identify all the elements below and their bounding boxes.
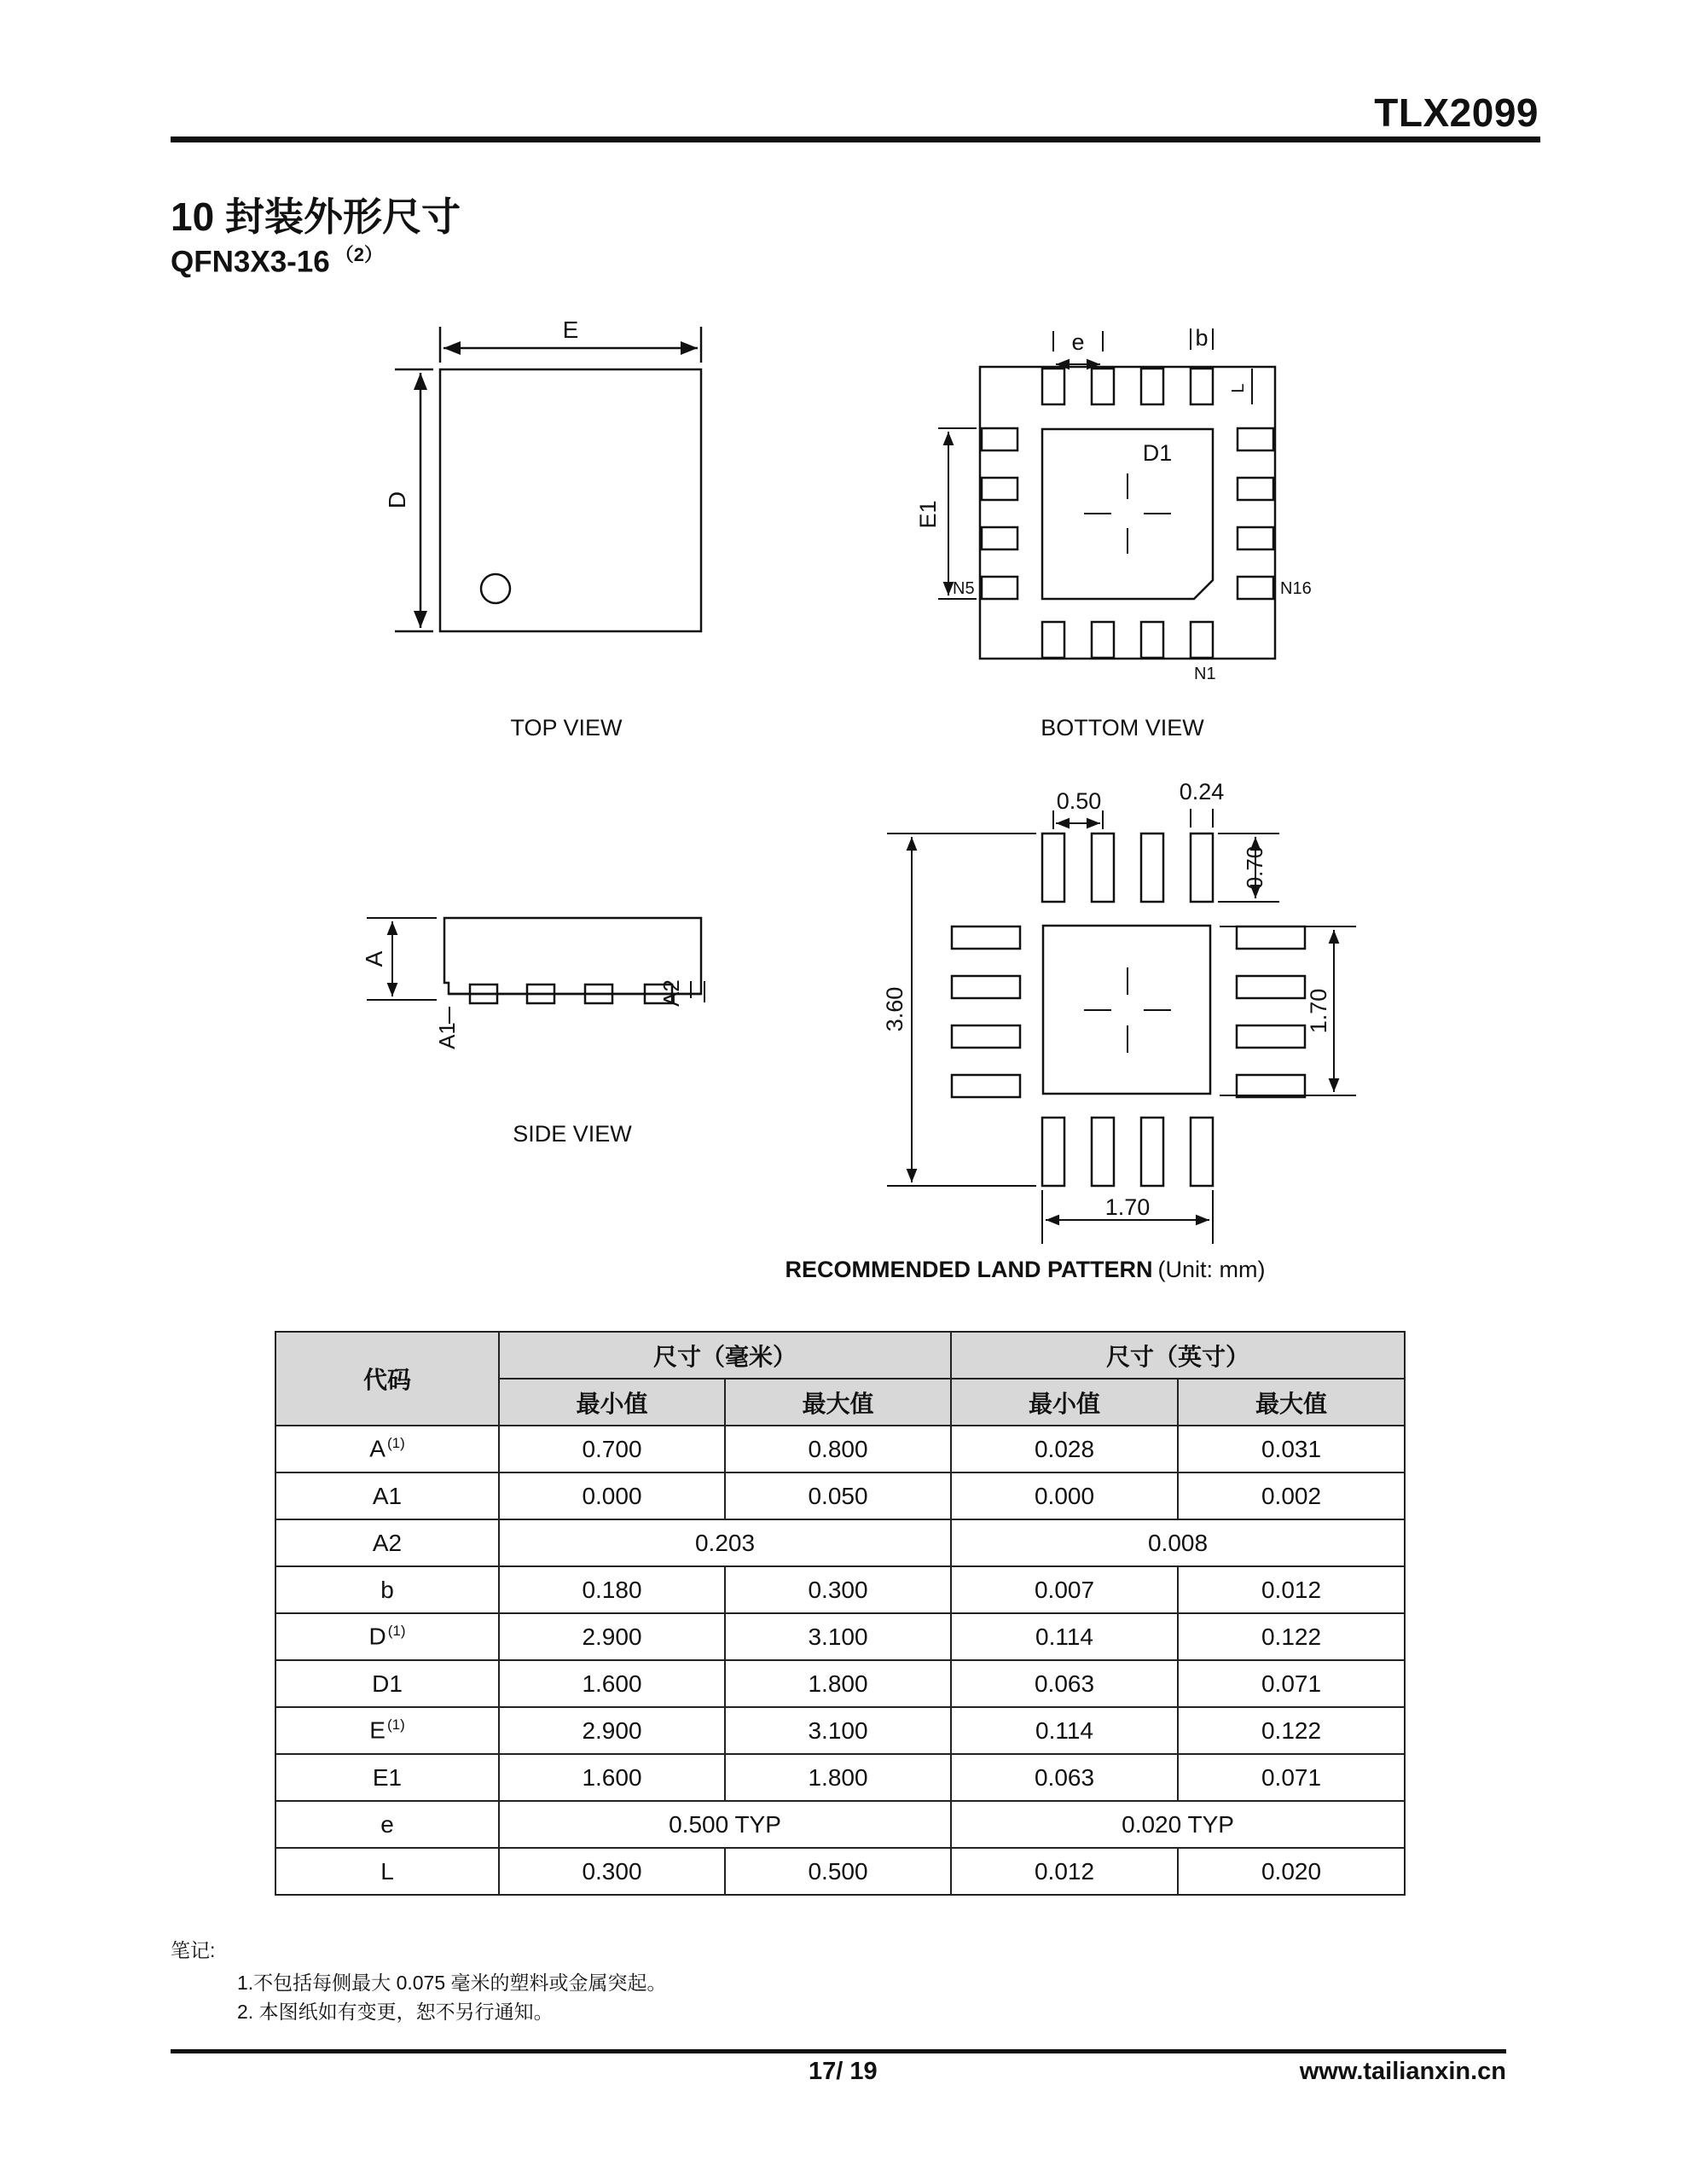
in-max-cell: 0.122 (1178, 1707, 1405, 1754)
mm-max-cell: 0.050 (725, 1472, 951, 1519)
table-row (275, 1566, 1405, 1613)
in-max-cell: 0.002 (1178, 1472, 1405, 1519)
in-min-cell: 0.114 (951, 1613, 1178, 1660)
mm-min-cell: 0.700 (499, 1426, 725, 1472)
land-center-v-label: 1.70 (1306, 988, 1331, 1034)
side-view (367, 918, 704, 1024)
code: D (368, 1623, 386, 1650)
note-item: 1.不包括每侧最大 0.075 毫米的塑料或金属突起。 (237, 1972, 667, 1994)
mm-min-cell: 0.300 (499, 1848, 725, 1895)
dim-b-label: b (1195, 325, 1209, 351)
mm-min-cell: 0.000 (499, 1472, 725, 1519)
in-span-cell: 0.008 (951, 1519, 1405, 1566)
mm-max-cell: 1.800 (725, 1754, 951, 1801)
mm-max-cell: 3.100 (725, 1613, 951, 1660)
in-max-cell: 0.020 (1178, 1848, 1405, 1895)
pin-n16-label: N16 (1280, 579, 1312, 598)
land-pitch-label: 0.50 (1056, 788, 1102, 814)
table-row (275, 1660, 1405, 1707)
note-item: 2. 本图纸如有变更，恕不另行通知。 (237, 2001, 554, 2023)
mm-max-cell: 1.800 (725, 1660, 951, 1707)
bottom-view-label: BOTTOM VIEW (1041, 715, 1204, 741)
mm-max-cell: 0.300 (725, 1566, 951, 1613)
land-pad-width-label: 0.24 (1179, 779, 1225, 804)
land-pad-length-label: 0.70 (1242, 845, 1267, 890)
notes-title: 笔记: (171, 1939, 216, 1961)
col-code-header: 代码 (275, 1332, 499, 1426)
dim-a1-label: A1 (434, 1022, 460, 1049)
table-row (275, 1707, 1405, 1754)
in-max-cell: 0.071 (1178, 1754, 1405, 1801)
in-min-cell: 0.028 (951, 1426, 1178, 1472)
code-cell (275, 1426, 499, 1472)
dim-a2-label: A2 (658, 979, 684, 1007)
in-min-cell: 0.012 (951, 1848, 1178, 1895)
in-max-cell: 0.071 (1178, 1660, 1405, 1707)
footnote-ref: (1) (386, 1716, 405, 1734)
mm-min-cell: 1.600 (499, 1754, 725, 1801)
mm-span-cell: 0.500 TYP (499, 1801, 951, 1848)
footnote-ref: (1) (387, 1623, 406, 1640)
footer-website: www.tailianxin.cn (1299, 2058, 1506, 2085)
mm-max-cell: 0.500 (725, 1848, 951, 1895)
in-min-cell: 0.007 (951, 1566, 1178, 1613)
dim-d1-label: D1 (1142, 440, 1173, 466)
dim-a-label: A (361, 950, 387, 967)
dim-e-label: E (562, 317, 579, 343)
mm-span-cell: 0.203 (499, 1519, 951, 1566)
mm-min-cell: 2.900 (499, 1707, 725, 1754)
table-row (275, 1426, 1405, 1472)
in-min-cell: 0.063 (951, 1754, 1178, 1801)
in-min-cell: 0.063 (951, 1660, 1178, 1707)
table-row (275, 1848, 1405, 1895)
in-max-cell: 0.012 (1178, 1566, 1405, 1613)
footer-rule (171, 2049, 1506, 2053)
col-in-header: 尺寸（英寸） (951, 1332, 1405, 1379)
code: A (369, 1435, 386, 1462)
pin-n5-label: N5 (953, 579, 975, 598)
mm-min-cell: 1.600 (499, 1660, 725, 1707)
table-row (275, 1754, 1405, 1801)
in-min-header: 最小值 (951, 1379, 1178, 1426)
mm-min-header: 最小值 (499, 1379, 725, 1426)
bottom-view (938, 328, 1275, 659)
in-min-cell: 0.000 (951, 1472, 1178, 1519)
in-max-cell: 0.122 (1178, 1613, 1405, 1660)
col-mm-header: 尺寸（毫米） (499, 1332, 951, 1379)
code-cell: A2 (275, 1519, 499, 1566)
code-cell: A1 (275, 1472, 499, 1519)
land-center-h-label: 1.70 (1104, 1194, 1151, 1220)
dim-pitch-label: e (1071, 329, 1085, 355)
mm-min-cell: 2.900 (499, 1613, 725, 1660)
code-cell (275, 1613, 499, 1660)
footnote-ref: (1) (386, 1435, 405, 1452)
table-header-row (275, 1332, 1405, 1379)
code-cell (275, 1707, 499, 1754)
land-pattern-unit: (Unit: mm) (1157, 1257, 1266, 1282)
top-view (395, 327, 701, 631)
land-pattern (887, 809, 1356, 1244)
dim-e1-label: E1 (915, 500, 941, 529)
page-number: 17/ 19 (809, 2058, 878, 2085)
code-cell: b (275, 1566, 499, 1613)
package-note: （2） (334, 244, 383, 265)
code-cell: L (275, 1848, 499, 1895)
side-view-label: SIDE VIEW (513, 1121, 632, 1147)
in-span-cell: 0.020 TYP (951, 1801, 1405, 1848)
in-max-header: 最大值 (1178, 1379, 1405, 1426)
pin-n1-label: N1 (1194, 665, 1216, 683)
code-cell: D1 (275, 1660, 499, 1707)
header-part-number: TLX2099 (1374, 90, 1539, 135)
table-row (275, 1801, 1405, 1848)
code-cell: e (275, 1801, 499, 1848)
table-row (275, 1519, 1405, 1566)
table-row (275, 1472, 1405, 1519)
dim-l-label: L (1229, 383, 1248, 393)
table-row (275, 1613, 1405, 1660)
dim-d-label: D (384, 491, 410, 509)
land-overall-label: 3.60 (882, 986, 907, 1032)
mm-max-cell: 0.800 (725, 1426, 951, 1472)
mm-min-cell: 0.180 (499, 1566, 725, 1613)
package-label: QFN3X3-16 (171, 245, 330, 279)
mm-max-cell: 3.100 (725, 1707, 951, 1754)
land-pattern-title: RECOMMENDED LAND PATTERN (785, 1257, 1153, 1282)
mm-max-header: 最大值 (725, 1379, 951, 1426)
top-view-label: TOP VIEW (510, 715, 623, 741)
in-max-cell: 0.031 (1178, 1426, 1405, 1472)
code: E (369, 1716, 386, 1744)
section-title: 10 封装外形尺寸 (171, 195, 461, 239)
land-pattern-label (786, 1257, 1266, 1282)
dimension-table (275, 1331, 1406, 1896)
code-cell: E1 (275, 1754, 499, 1801)
in-min-cell: 0.114 (951, 1707, 1178, 1754)
